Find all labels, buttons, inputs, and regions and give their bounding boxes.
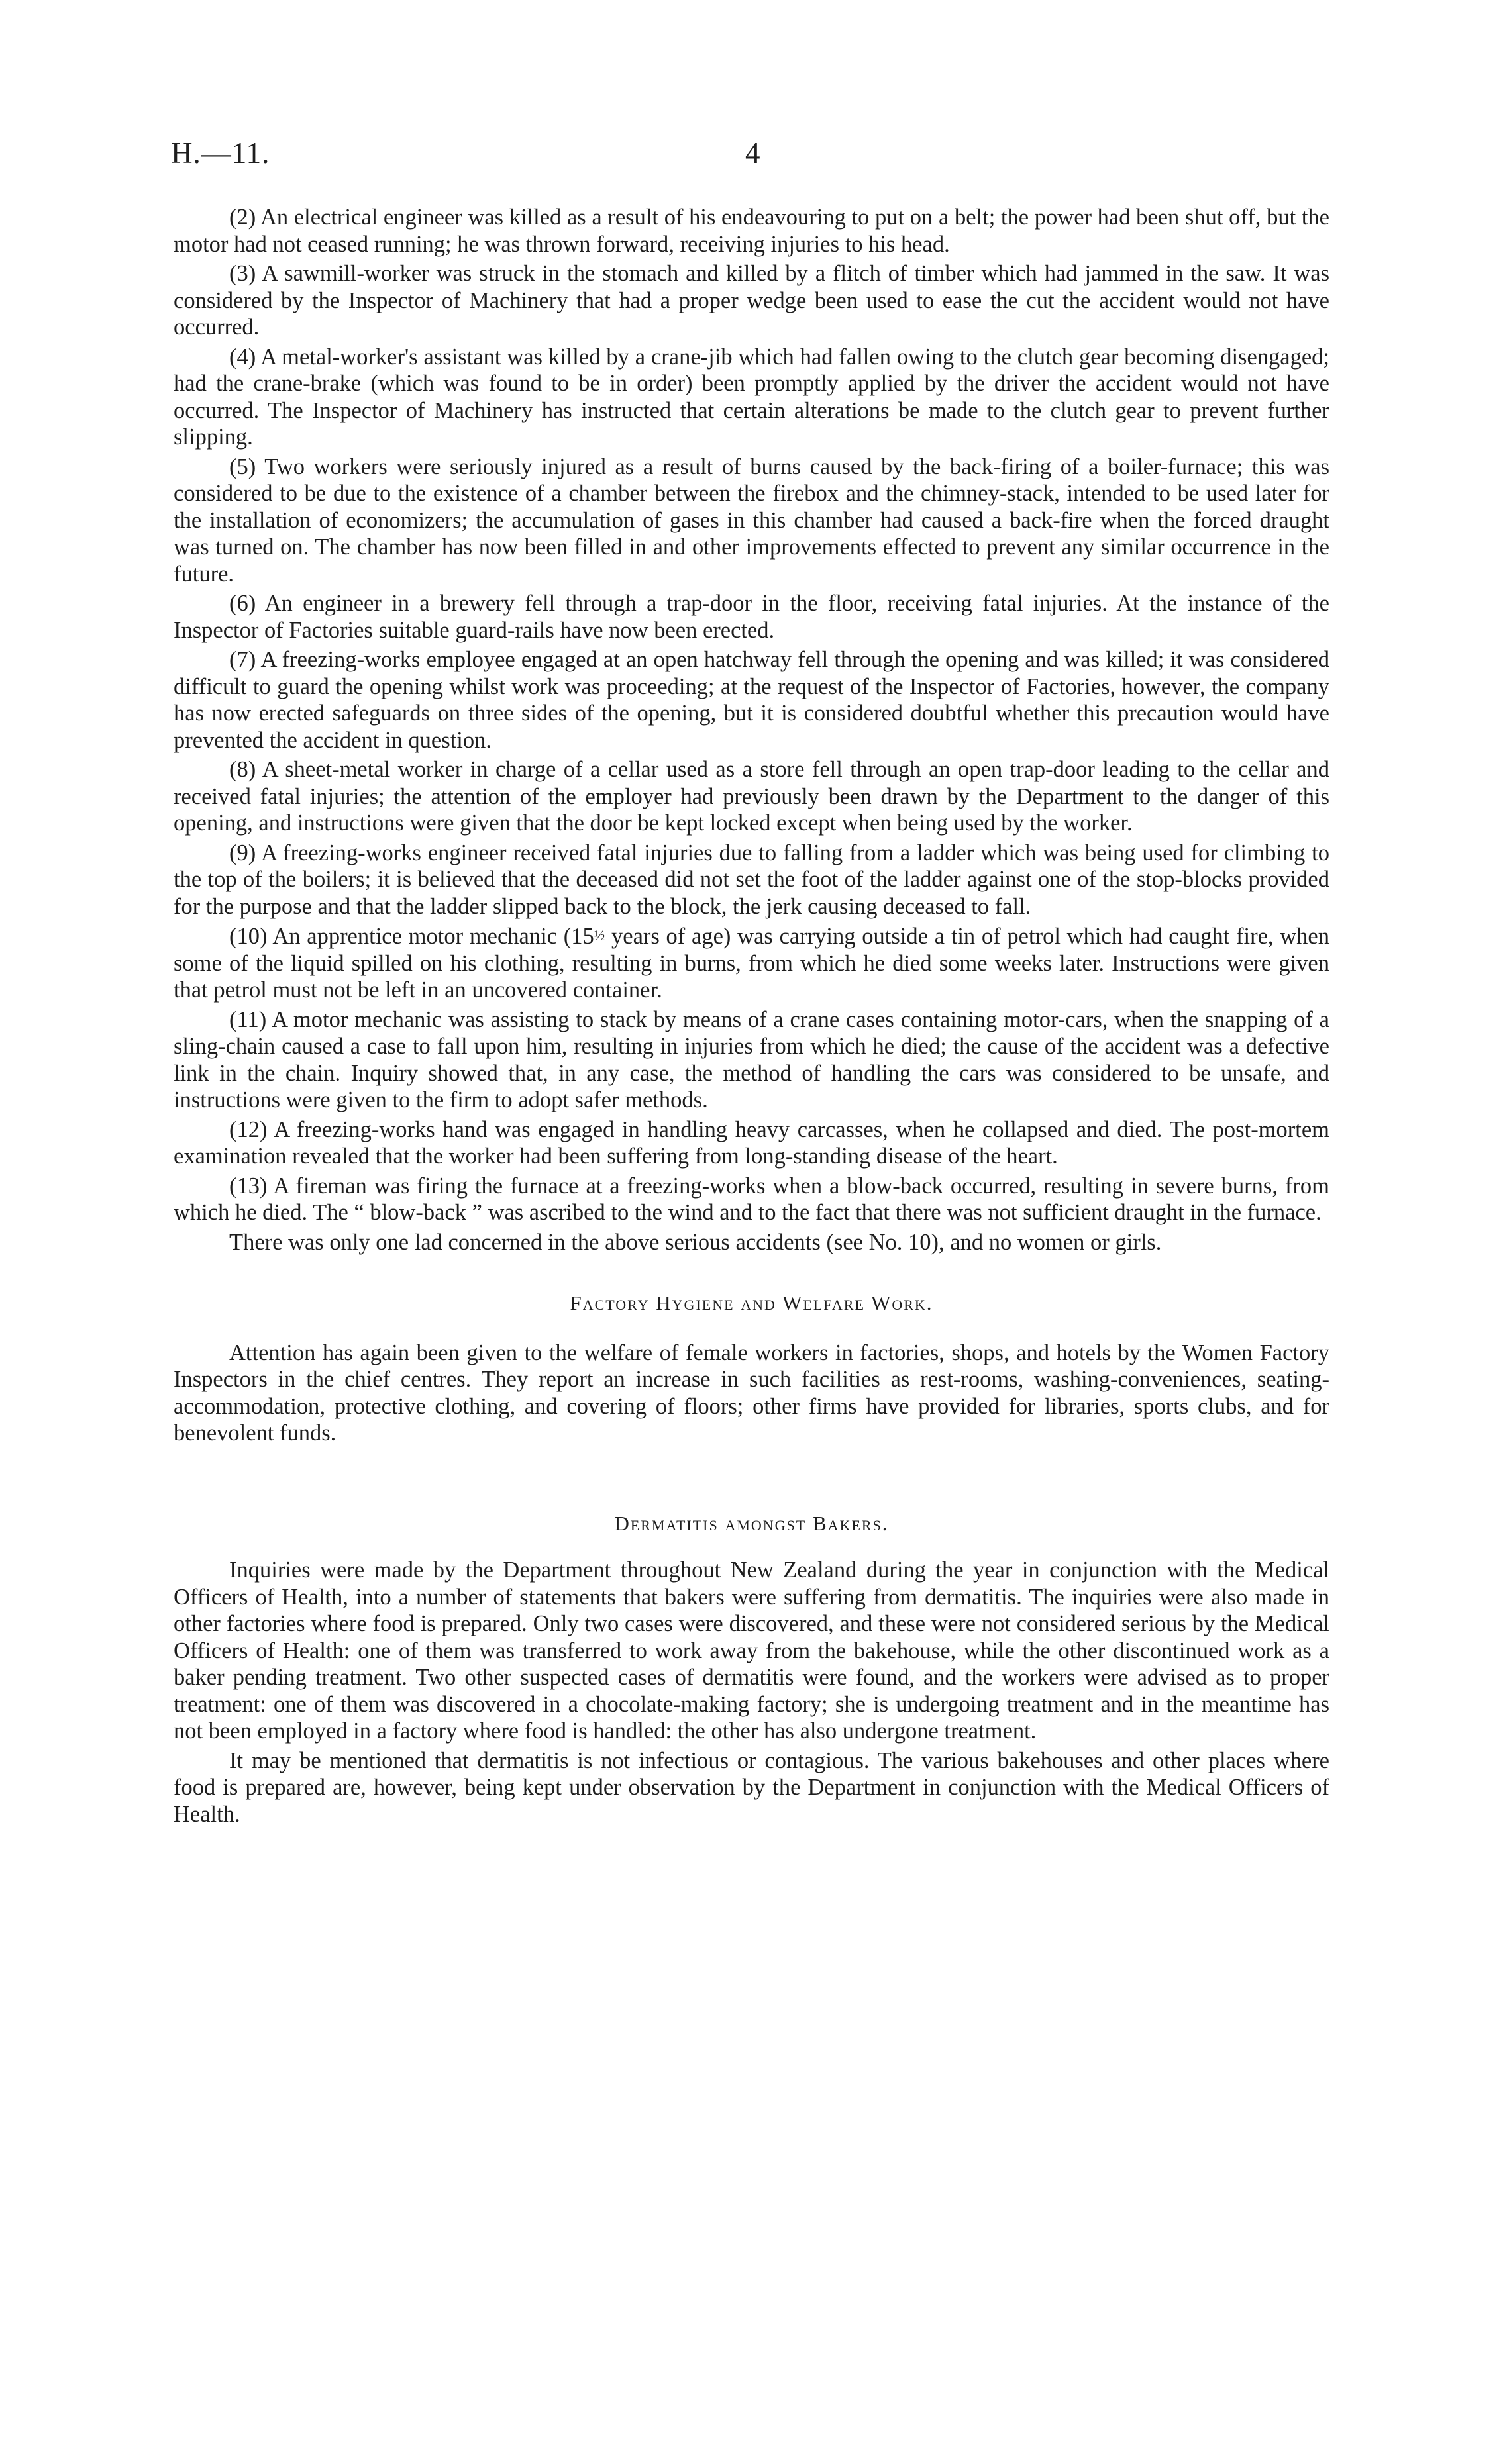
- accident-paragraph-12: (12) A freezing-works hand was engaged in handling heavy carcasses, when he collapsed and died. The post-mortem examination revealed that the worker had been suffering from long-standing disease of the heart.: [174, 1116, 1329, 1169]
- accident-paragraph-6: (6) An engineer in a brewery fell through a trap-door in the floor, receiving fatal injuries. At the instance of the Inspector of Factories suitable guard-rails have now been erected.: [174, 591, 1329, 643]
- accident-paragraph-8: (8) A sheet-metal worker in charge of a cellar used as a store fell through an open trap-door leading to the cellar and received fatal injuries; the attention of the employer had previously been drawn by the Department to the danger of this opening, and instructions were given that the door be kept locked except when being used by the worker.: [174, 757, 1329, 836]
- section-heading-dermatitis: Dermatitis amongst Bakers.: [614, 1511, 889, 1535]
- page-header: [171, 136, 1330, 175]
- accident-paragraph-3: (3) A sawmill-worker was struck in the stomach and killed by a flitch of timber which had jammed in the saw. It was considered by the Inspector of Machinery that had a proper wedge been used to ease the cut the accident would not have occurred.: [174, 261, 1329, 340]
- accident-paragraph-11: (11) A motor mechanic was assisting to stack by means of a crane cases containing motor-cars, when the snapping of a sling-chain caused a case to fall upon him, resulting in injuries from which he died; the cause of the accident was a defective link in the chain. Inquiry showed that, in any case, the method of handling the cars was considered to be unsafe, and instructions were given to the firm to adopt safer methods.: [174, 1007, 1329, 1112]
- dermatitis-paragraph-1: Inquiries were made by the Department throughout New Zealand during the year in conjunction with the Medical Officers of Health, into a number of statements that bakers were suffering from dermatitis. The inquiries were also made in other factories where food is prepared. Only two cases were discovered, and these were not considered serious by the Medical Officers of Health: one of them was transferred to work away from the bakehouse, while the other discontinued work as a baker pending treatment. Two other suspected cases of dermatitis were found, and the workers were advised as to proper treatment: one of them was discovered in a chocolate-making factory; she is undergoing treatment and in the meantime has not been employed in a factory where food is handled: the other has also undergone treatment.: [174, 1557, 1329, 1744]
- hygiene-paragraph: Attention has again been given to the welfare of female workers in factories, shops, and hotels by the Women Factory Inspectors in the chief centres. They report an increase in such facilities as rest-rooms, washing-conveniences, seating-accommodation, protective clothing, and covering of floors; other firms have provided for libraries, sports clubs, and for benevolent funds.: [174, 1340, 1329, 1446]
- accident-summary: There was only one lad concerned in the above serious accidents (see No. 10), and no women or girls.: [229, 1229, 1162, 1255]
- accident-paragraph-5: (5) Two workers were seriously injured as a result of burns caused by the back-firing of a boiler-furnace; this was considered to be due to the existence of a chamber between the firebox and the chimney-stack, intended to be used later for the installation of economizers; the accumulation of gases in this chamber had caused a back-fire when the forced draught was turned on. The chamber has now been filled in and other improvements effected to prevent any similar occurrence in the future.: [174, 454, 1329, 587]
- accident-paragraph-9: (9) A freezing-works engineer received fatal injuries due to falling from a ladder which was being used for climbing to the top of the boilers; it is believed that the deceased did not set the foot of the ladder against one of the stop-blocks provided for the purpose and that the ladder slipped back to the block, the jerk causing deceased to fall.: [174, 840, 1329, 919]
- fraction-half: ½: [594, 927, 605, 944]
- accident-paragraph-4: (4) A metal-worker's assistant was killed by a crane-jib which had fallen owing to the clutch gear becoming disengaged; had the crane-brake (which was found to be in order) been promptly applied by the driver the accident would not have occurred. The Inspector of Machinery has instructed that certain alterations be made to the clutch gear to prevent further slipping.: [174, 344, 1329, 450]
- accident-paragraph-10-end: years of age) was carrying outside a tin of petrol which had caught fire, when some of the liquid spilled on his clothing, resulting in burns, from which he died some weeks later. Instructions were given that petrol must not be left in an uncovered container.: [174, 924, 1329, 1003]
- accident-paragraph-13: (13) A fireman was firing the furnace at a freezing-works when a blow-back occurred, resulting in severe burns, from which he died. The “ blow-back ” was ascribed to the wind and to the fact that there was not sufficient draught in the furnace.: [174, 1173, 1329, 1225]
- accident-paragraph-10: [174, 922, 1329, 1004]
- document-reference: H.—11.: [171, 136, 270, 170]
- page-number: 4: [745, 136, 760, 170]
- document-body: [174, 204, 1329, 1830]
- accident-paragraph-10-start: (10) An apprentice motor mechanic (15: [229, 924, 594, 949]
- section-heading-hygiene: Factory Hygiene and Welfare Work.: [570, 1291, 933, 1314]
- dermatitis-paragraph-2: It may be mentioned that dermatitis is not infectious or contagious. The various bakehouses and other places where food is prepared are, however, being kept under observation by the Department in conjunction with the Medical Officers of Health.: [174, 1748, 1329, 1827]
- accident-paragraph-2: (2) An electrical engineer was killed as a result of his endeavouring to put on a belt; the power had been shut off, but the motor had not ceased running; he was thrown forward, receiving injuries to his head.: [174, 205, 1329, 257]
- accident-paragraph-7: (7) A freezing-works employee engaged at an open hatchway fell through the opening and was killed; it was considered difficult to guard the opening whilst work was proceeding; at the request of the Inspector of Factories, however, the company has now erected safeguards on three sides of the opening, but it is considered doubtful whether this precaution would have prevented the accident in question.: [174, 647, 1329, 753]
